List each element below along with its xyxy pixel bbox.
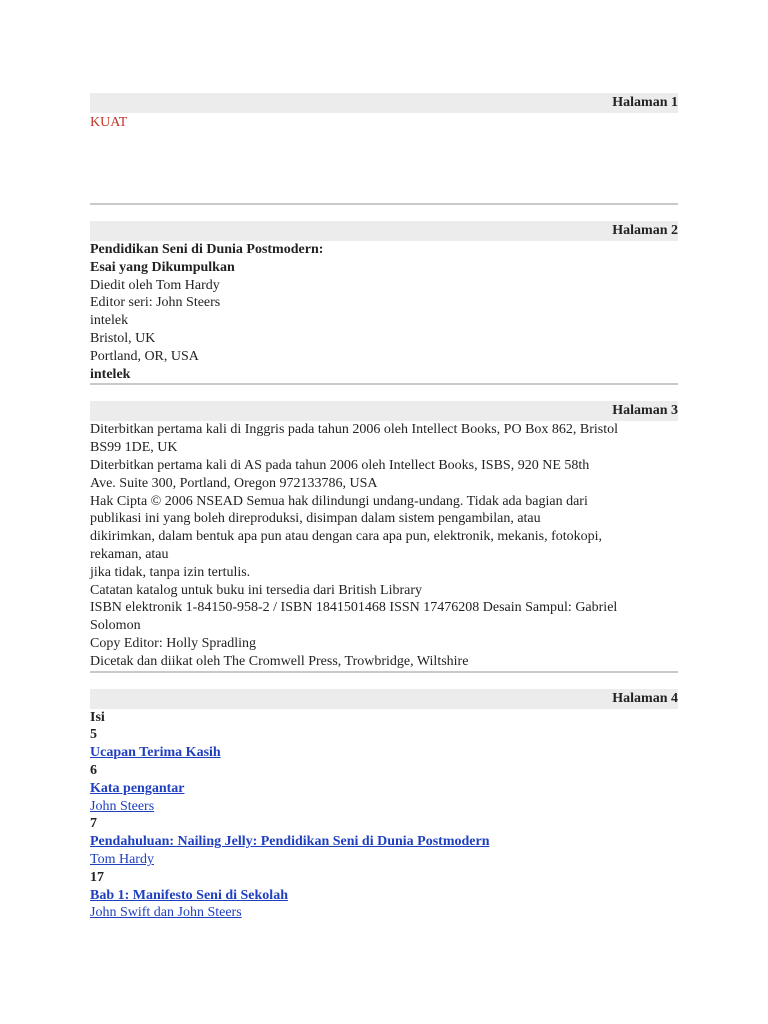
toc-link-chapter-1[interactable]: Bab 1: Manifesto Seni di Sekolah: [90, 887, 288, 903]
city-line: Bristol, UK: [90, 330, 156, 346]
toc-page-number: 5: [90, 727, 97, 743]
book-subtitle: Esai yang Dikumpulkan: [90, 259, 235, 275]
toc-link-foreword[interactable]: Kata pengantar: [90, 780, 185, 796]
toc-author-link[interactable]: John Swift dan John Steers: [90, 905, 242, 921]
text-line: Copy Editor: Holly Spradling: [90, 635, 257, 651]
text-line: BS99 1DE, UK: [90, 440, 178, 456]
city-line: Portland, OR, USA: [90, 348, 199, 364]
text-line: Diterbitkan pertama kali di Inggris pada tahun 2006 oleh Intellect Books, PO Box 862, Bristol: [90, 422, 619, 438]
toc-title: Isi: [90, 709, 105, 725]
text-line: ISBN elektronik 1-84150-958-2 / ISBN 1841501468 ISSN 17476208 Desain Sampul: Gabriel: [90, 600, 618, 616]
text-line: publikasi ini yang boleh direproduksi, disimpan dalam sistem pengambilan, atau: [90, 511, 541, 527]
page-header-4: Halaman 4: [90, 689, 678, 709]
toc-page-number: 17: [90, 869, 104, 885]
toc-link-acknowledgements[interactable]: Ucapan Terima Kasih: [90, 745, 221, 761]
text-line: jika tidak, tanpa izin tertulis.: [90, 564, 251, 580]
toc-author-link[interactable]: John Steers: [90, 798, 155, 814]
page-2-body: [90, 241, 678, 383]
toc-page-number: 7: [90, 816, 97, 832]
page-header-2: Halaman 2: [90, 221, 678, 241]
toc-author-link[interactable]: Tom Hardy: [90, 851, 154, 867]
text-line: Solomon: [90, 618, 141, 634]
toc-page-number: 6: [90, 762, 97, 778]
publisher-logo-text: intelek: [90, 366, 131, 382]
page-header-3: Halaman 3: [90, 401, 678, 421]
text-line: Diterbitkan pertama kali di AS pada tahun 2006 oleh Intellect Books, ISBS, 920 NE 58th: [90, 457, 590, 473]
page-1-body: [90, 113, 678, 203]
book-title: Pendidikan Seni di Dunia Postmodern:: [90, 242, 324, 257]
page-header-1: Halaman 1: [90, 93, 678, 113]
text-line: Ave. Suite 300, Portland, Oregon 972133786, USA: [90, 475, 378, 491]
publisher-line: intelek: [90, 313, 129, 329]
text-line: rekaman, atau: [90, 546, 169, 562]
page-3-body: [90, 421, 678, 670]
page-4-body: [90, 709, 678, 923]
text-line: Hak Cipta © 2006 NSEAD Semua hak dilindungi undang-undang. Tidak ada bagian dari: [90, 493, 588, 509]
text-line: Dicetak dan diikat oleh The Cromwell Press, Trowbridge, Wiltshire: [90, 653, 469, 669]
text-line: Catatan katalog untuk buku ini tersedia dari British Library: [90, 582, 423, 598]
document: [90, 93, 678, 922]
text-line: dikirimkan, dalam bentuk apa pun atau dengan cara apa pun, elektronik, mekanis, fotokopi,: [90, 529, 603, 545]
editor-line: Diedit oleh Tom Hardy: [90, 277, 220, 293]
series-editor-line: Editor seri: John Steers: [90, 295, 221, 311]
toc-link-introduction[interactable]: Pendahuluan: Nailing Jelly: Pendidikan Seni di Dunia Postmodern: [90, 834, 490, 850]
page-1-title: KUAT: [90, 115, 128, 130]
